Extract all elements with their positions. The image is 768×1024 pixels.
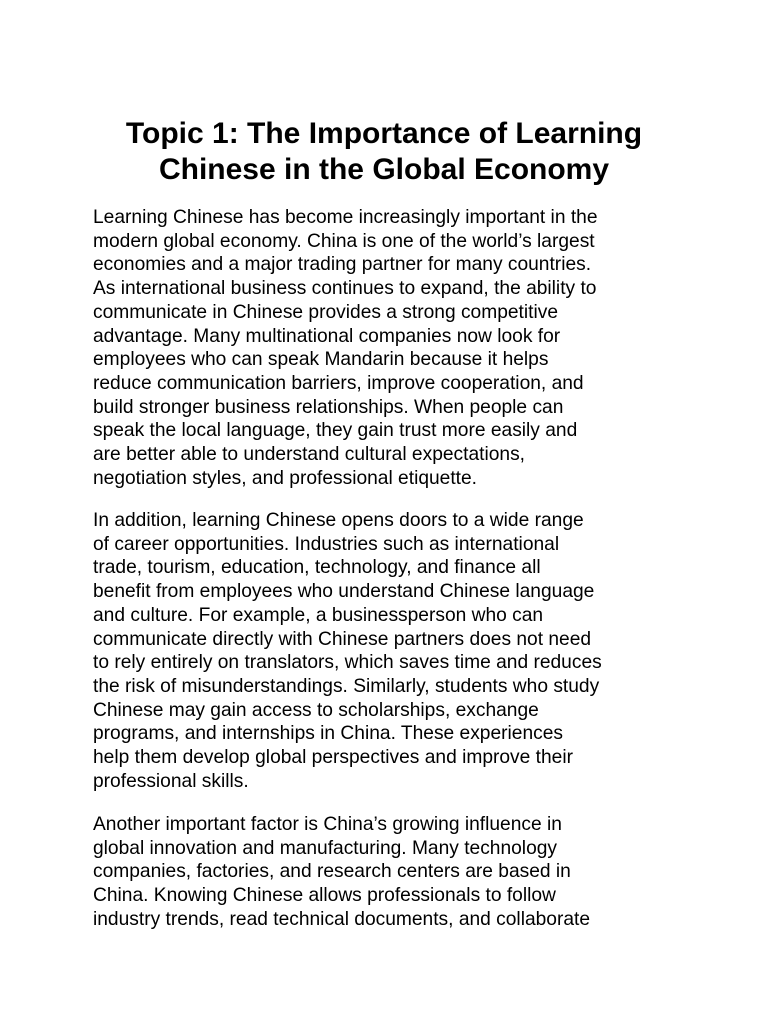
paragraph-line: reduce communication barriers, improve cooperation, and xyxy=(93,372,584,394)
paragraph-line: communicate in Chinese provides a strong competitive xyxy=(93,301,558,323)
paragraph-line: communicate directly with Chinese partners does not need xyxy=(93,628,592,650)
paragraph-2 xyxy=(93,509,677,793)
paragraph-line: and culture. For example, a businessperson who can xyxy=(93,604,544,626)
paragraph-line: global innovation and manufacturing. Many technology xyxy=(93,837,558,859)
paragraph-line: help them develop global perspectives and improve their xyxy=(93,747,573,769)
paragraph-line: In addition, learning Chinese opens doors to a wide range xyxy=(93,510,584,531)
paragraph-line: professional skills. xyxy=(93,770,249,792)
title-line: Topic 1: The Importance of Learning xyxy=(125,117,643,150)
paragraph-line: programs, and internships in China. These experiences xyxy=(93,723,563,745)
paragraph-line: to rely entirely on translators, which saves time and reduces xyxy=(93,652,602,674)
paragraph-line: modern global economy. China is one of the world’s largest xyxy=(93,230,595,252)
paragraph-line: Another important factor is China’s growing influence in xyxy=(93,814,562,835)
document-title xyxy=(84,116,684,188)
paragraph-line: China. Knowing Chinese allows professionals to follow xyxy=(93,885,556,907)
paragraph-line: companies, factories, and research centers are based in xyxy=(93,861,571,883)
paragraph-line: benefit from employees who understand Chinese language xyxy=(93,581,595,603)
paragraph-line: economies and a major trading partner for many countries. xyxy=(93,254,592,276)
paragraph-line: industry trends, read technical documents, and collaborate xyxy=(93,908,591,930)
paragraph-line: Chinese may gain access to scholarships, exchange xyxy=(93,699,539,721)
paragraph-line: trade, tourism, education, technology, and finance all xyxy=(93,557,541,579)
paragraph-line: advantage. Many multinational companies now look for xyxy=(93,325,561,347)
paragraph-line: are better able to understand cultural expectations, xyxy=(93,444,525,466)
paragraph-line: negotiation styles, and professional etiquette. xyxy=(93,467,478,489)
paragraph-line: of career opportunities. Industries such as international xyxy=(93,533,560,555)
paragraph-line: the risk of misunderstandings. Similarly, students who study xyxy=(93,675,600,697)
paragraph-1 xyxy=(93,206,677,490)
paragraph-line: As international business continues to expand, the ability to xyxy=(93,278,597,300)
paragraph-3 xyxy=(93,813,677,932)
title-line: Chinese in the Global Economy xyxy=(158,153,610,186)
paragraph-line: build stronger business relationships. When people can xyxy=(93,396,564,418)
paragraph-line: employees who can speak Mandarin because it helps xyxy=(93,349,549,371)
paragraph-line: speak the local language, they gain trust more easily and xyxy=(93,420,578,442)
paragraph-line: Learning Chinese has become increasingly important in the xyxy=(93,207,598,228)
